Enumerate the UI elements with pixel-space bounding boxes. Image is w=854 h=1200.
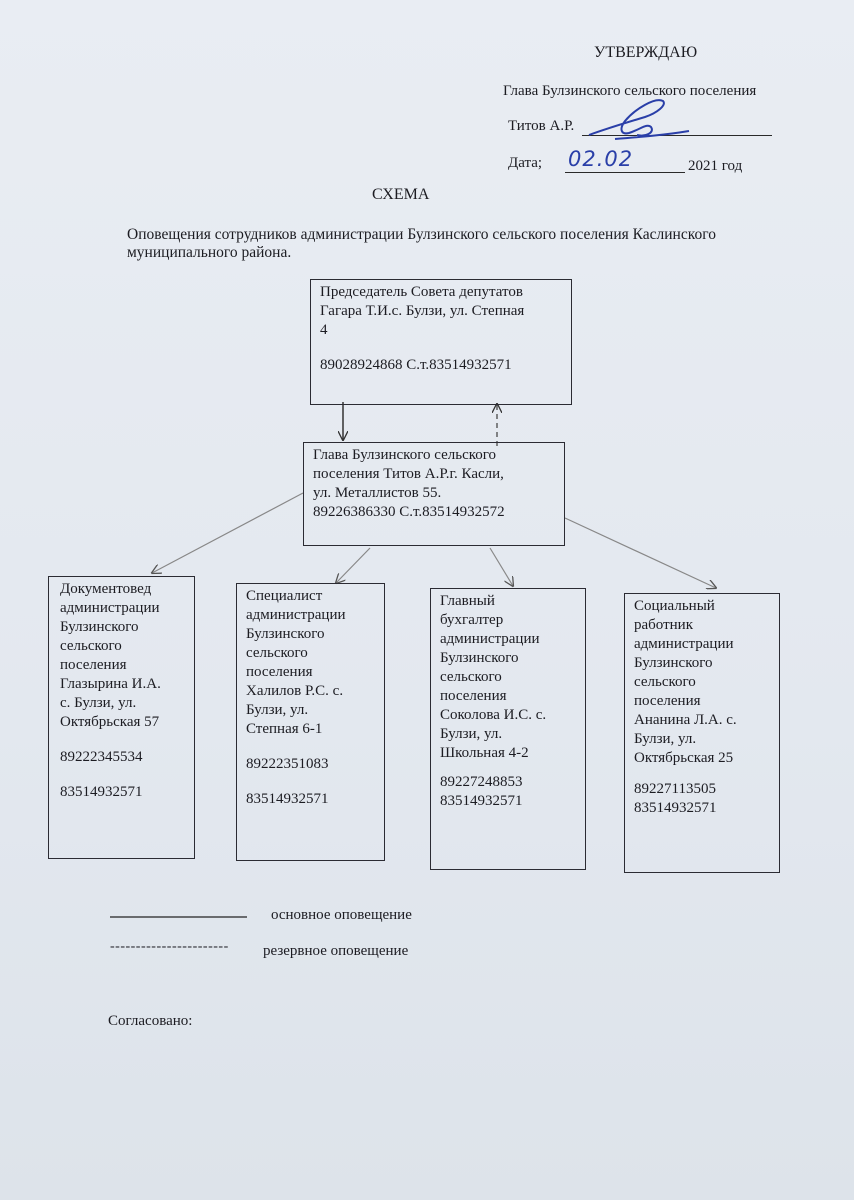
staff-line: Булзинского bbox=[440, 650, 519, 666]
staff-line: Специалист bbox=[246, 588, 323, 604]
staff-phone: 89222345534 bbox=[60, 749, 143, 765]
date-label: Дата; bbox=[508, 155, 543, 171]
staff-line: администрации bbox=[246, 607, 346, 623]
staff-line: поселения bbox=[634, 693, 701, 709]
box-chairman-line: 4 bbox=[320, 322, 328, 338]
staff-line: Степная 6-1 bbox=[246, 721, 323, 737]
box-head-line: Глава Булзинского сельского bbox=[313, 447, 497, 463]
box-chairman-phone: 89028924868 С.т.83514932571 bbox=[320, 357, 512, 373]
staff-line: поселения bbox=[60, 657, 127, 673]
staff-line: сельского bbox=[440, 669, 502, 685]
staff-line: Булзинского bbox=[246, 626, 325, 642]
box-chairman-line: Председатель Совета депутатов bbox=[320, 284, 523, 300]
staff-line: Булзинского bbox=[634, 655, 713, 671]
staff-line: администрации bbox=[60, 600, 160, 616]
staff-line: Булзи, ул. bbox=[440, 726, 503, 742]
box-staff-social-worker bbox=[624, 593, 780, 873]
staff-phone: 89227113505 bbox=[634, 781, 716, 797]
date-year: 2021 год bbox=[688, 158, 743, 174]
box-head-line: поселения Титов А.Р.г. Касли, bbox=[313, 466, 504, 482]
signature bbox=[585, 95, 695, 145]
staff-line: Ананина Л.А. с. bbox=[634, 712, 737, 728]
staff-line: с. Булзи, ул. bbox=[60, 695, 137, 711]
box-staff-accountant bbox=[430, 588, 586, 870]
scheme-subtitle-line1: Оповещения сотрудников администрации Булзинского сельского поселения Каслинского bbox=[127, 226, 716, 243]
agreed-label: Согласовано: bbox=[108, 1013, 193, 1029]
staff-line: поселения bbox=[440, 688, 507, 704]
staff-line: Булзи, ул. bbox=[634, 731, 697, 747]
staff-line: Главный bbox=[440, 593, 495, 609]
staff-line: Социальный bbox=[634, 598, 715, 614]
staff-line: Соколова И.С. с. bbox=[440, 707, 547, 723]
staff-phone: 89222351083 bbox=[246, 756, 329, 772]
staff-line: сельского bbox=[246, 645, 308, 661]
legend-main-label: основное оповещение bbox=[271, 907, 412, 923]
staff-phone: 83514932571 bbox=[60, 784, 143, 800]
staff-line: Булзинского bbox=[60, 619, 139, 635]
staff-line: работник bbox=[634, 617, 693, 633]
box-head bbox=[303, 442, 565, 546]
box-head-line: ул. Металлистов 55. bbox=[313, 485, 442, 501]
box-chairman-line: Гагара Т.И.с. Булзи, ул. Степная bbox=[320, 303, 525, 319]
box-staff-documentalist bbox=[48, 576, 195, 859]
staff-line: Халилов Р.С. с. bbox=[246, 683, 344, 699]
legend-backup-symbol: ----------------------- bbox=[110, 939, 229, 954]
staff-line: Документовед bbox=[60, 581, 152, 597]
staff-line: Булзи, ул. bbox=[246, 702, 309, 718]
staff-line: бухгалтер bbox=[440, 612, 504, 628]
staff-phone: 83514932571 bbox=[246, 791, 329, 807]
staff-line: сельского bbox=[634, 674, 696, 690]
scheme-subtitle-line2: муниципального района. bbox=[127, 244, 292, 261]
staff-line: сельского bbox=[60, 638, 122, 654]
legend-main-symbol bbox=[110, 904, 229, 922]
legend-backup-label: резервное оповещение bbox=[263, 943, 409, 959]
scheme-heading: СХЕМА bbox=[372, 186, 430, 203]
staff-line: Октябрьская 25 bbox=[634, 750, 734, 766]
approval-position: Глава Булзинского сельского поселения bbox=[503, 83, 757, 99]
staff-line: поселения bbox=[246, 664, 313, 680]
approval-title: УТВЕРЖДАЮ bbox=[594, 44, 698, 61]
staff-line: администрации bbox=[440, 631, 540, 647]
box-head-phone: 89226386330 С.т.83514932572 bbox=[313, 504, 505, 520]
box-chairman bbox=[310, 279, 572, 405]
staff-line: Глазырина И.А. bbox=[60, 676, 161, 692]
staff-phone: 83514932571 bbox=[634, 800, 717, 816]
staff-phone: 89227248853 bbox=[440, 774, 523, 790]
staff-line: Школьная 4-2 bbox=[440, 745, 529, 761]
staff-line: администрации bbox=[634, 636, 734, 652]
approval-name: Титов А.Р. bbox=[508, 118, 575, 134]
handwritten-date: 02.02 bbox=[568, 147, 634, 171]
box-staff-specialist bbox=[236, 583, 385, 861]
date-line bbox=[565, 172, 685, 173]
staff-line: Октябрьская 57 bbox=[60, 714, 160, 730]
staff-phone: 83514932571 bbox=[440, 793, 523, 809]
